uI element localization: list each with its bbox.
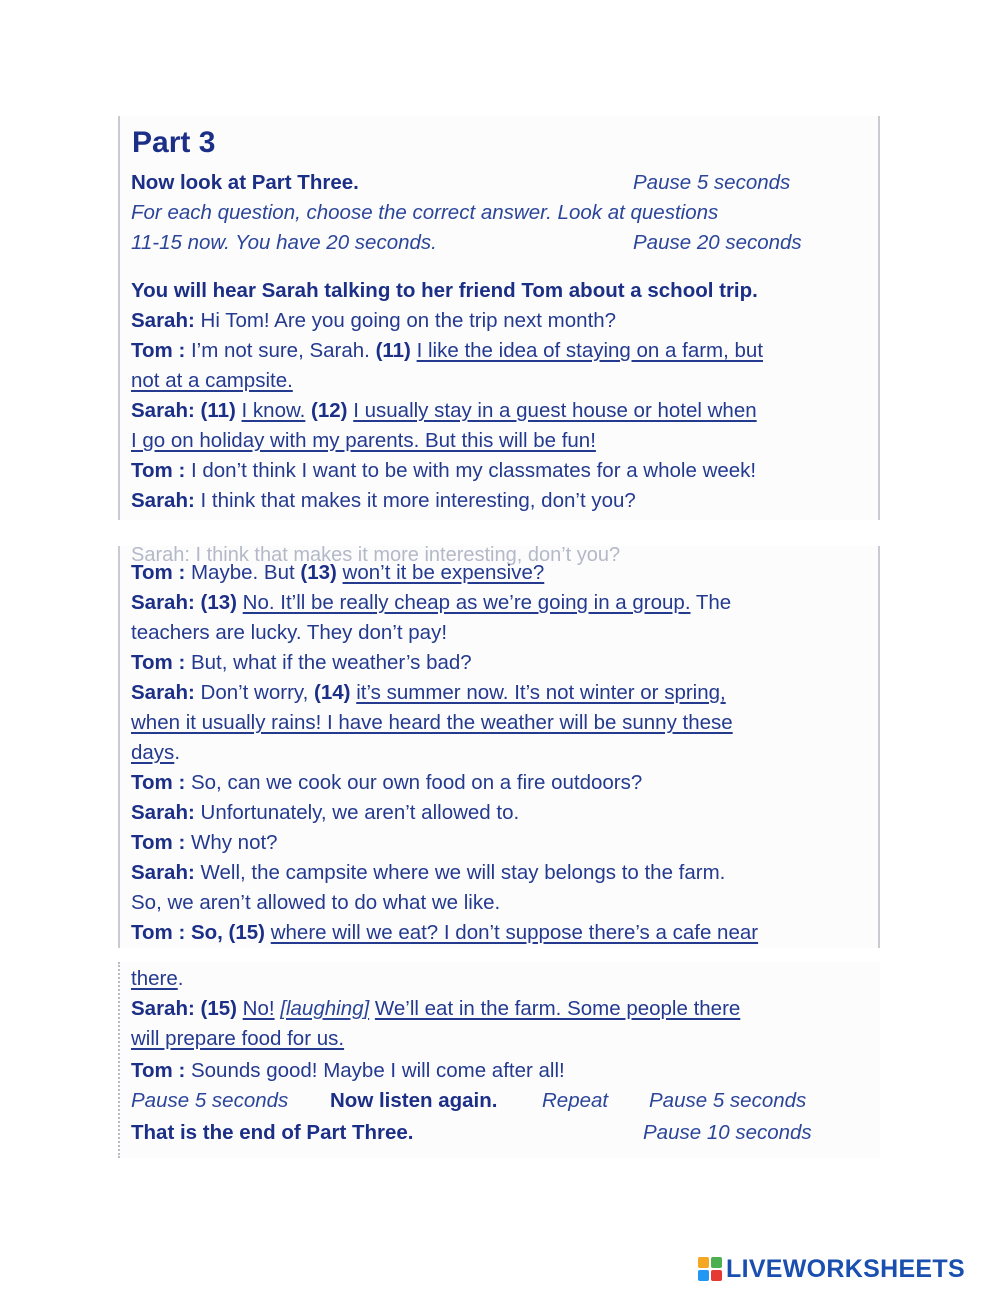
instruction-line (131, 168, 359, 198)
logo-square (698, 1257, 709, 1268)
answer-underline: will prepare food for us. (131, 1027, 345, 1050)
speaker-tom: Tom : (131, 459, 186, 482)
dialogue-line (131, 486, 636, 516)
dialogue-line (131, 396, 757, 426)
dialogue-line (131, 558, 544, 588)
dialogue-line: teachers are lucky. They don’t pay! (131, 621, 448, 644)
dialogue-line (131, 798, 519, 828)
stage-direction: [laughing] (280, 997, 370, 1020)
line-text: Don’t worry, (194, 681, 315, 704)
now-look-text: Now look at Part Three. (131, 171, 359, 194)
logo-square (698, 1270, 709, 1281)
speaker-tom: Tom : (131, 1059, 186, 1082)
dialogue-line (131, 648, 472, 678)
speaker-sarah: Sarah: (11) (131, 399, 236, 422)
instruction-line: For each question, choose the correct answer. Look at questions (131, 201, 719, 224)
pause-label: Pause 5 seconds (649, 1089, 807, 1112)
dialogue-line (131, 336, 763, 366)
speaker-tom: Tom : (131, 561, 186, 584)
dialogue-line (131, 858, 725, 888)
line-text: I don’t think I want to be with my classmates for a whole week! (185, 459, 757, 482)
speaker-sarah: Sarah: (131, 681, 195, 704)
question-number: (12) (311, 399, 348, 422)
listen-again-label: Now listen again. (330, 1089, 498, 1112)
dialogue-line (131, 366, 293, 396)
answer-underline: We’ll eat in the farm. Some people there (374, 997, 741, 1020)
line-text: I’m not sure, Sarah. (185, 339, 376, 362)
line-text: But, what if the weather’s bad? (185, 651, 472, 674)
speaker-tom: Tom : (131, 651, 186, 674)
logo-square (711, 1257, 722, 1268)
dialogue-line (131, 964, 183, 994)
speaker-tom: Tom : (131, 339, 186, 362)
instruction-line: 11-15 now. You have 20 seconds. (131, 231, 437, 254)
logo-square (711, 1270, 722, 1281)
pause-label: Pause 5 seconds (131, 1089, 289, 1112)
speaker-sarah: Sarah: (13) (131, 591, 237, 614)
intro-line: You will hear Sarah talking to her friend Tom about a school trip. (131, 279, 758, 302)
logo-text: LIVEWORKSHEETS (726, 1254, 965, 1283)
line-text: Sounds good! Maybe I will come after all! (185, 1059, 565, 1082)
dialogue-line (131, 588, 731, 618)
answer-underline: it’s summer now. It’s not winter or spring, (356, 681, 726, 704)
dialogue-line (131, 456, 756, 486)
speaker-sarah: Sarah: (131, 489, 195, 512)
line-text: Hi Tom! Are you going on the trip next month? (194, 309, 617, 332)
answer-underline: I know. (241, 399, 306, 422)
answer-underline: I go on holiday with my parents. But this will be fun! (131, 429, 596, 452)
line-text: . (177, 967, 184, 990)
answer-underline: won’t it be expensive? (342, 561, 545, 584)
dialogue-line (131, 1056, 565, 1086)
dialogue-line (131, 306, 616, 336)
dialogue-line (131, 426, 596, 456)
repeat-label: Repeat (542, 1089, 609, 1112)
speaker-sarah: Sarah: (131, 861, 195, 884)
line-text: . (174, 741, 181, 764)
speaker-tom: Tom : (131, 831, 186, 854)
dialogue-line (131, 918, 758, 948)
speaker-sarah: Sarah: (131, 309, 195, 332)
dialogue-line (131, 994, 740, 1024)
answer-underline: not at a campsite. (131, 369, 293, 392)
answer-underline: when it usually rains! I have heard the weather will be sunny these (131, 711, 733, 734)
pause-label: Pause 20 seconds (633, 231, 802, 254)
question-number: (14) (314, 681, 351, 704)
transcript-block-3 (118, 962, 880, 1158)
answer-underline: where will we eat? I don’t suppose there’s a cafe near (270, 921, 759, 944)
line-text: Why not? (185, 831, 278, 854)
dialogue-line (131, 738, 180, 768)
answer-underline: I usually stay in a guest house or hotel when (353, 399, 757, 422)
answer-underline: I like the idea of staying on a farm, but (416, 339, 764, 362)
line-text: Maybe. But (185, 561, 301, 584)
question-number: (13) (300, 561, 337, 584)
speaker-sarah: Sarah: (131, 801, 195, 824)
pause-label: Pause 10 seconds (643, 1121, 812, 1144)
line-text: Well, the campsite where we will stay belongs to the farm. (194, 861, 726, 884)
dialogue-line (131, 678, 726, 708)
dialogue-line (131, 708, 733, 738)
transcript-block-1 (118, 116, 880, 520)
dialogue-line (131, 768, 642, 798)
line-text: Unfortunately, we aren’t allowed to. (194, 801, 520, 824)
speaker-tom: Tom : So, (15) (131, 921, 266, 944)
end-label: That is the end of Part Three. (131, 1121, 414, 1144)
speaker-sarah: Sarah: (15) (131, 997, 237, 1020)
dialogue-line (131, 828, 278, 858)
answer-underline: No. It’ll be really cheap as we’re going in a group. (242, 591, 691, 614)
line-text: So, can we cook our own food on a fire outdoors? (185, 771, 643, 794)
pause-label: Pause 5 seconds (633, 171, 791, 194)
part-title: Part 3 (132, 126, 216, 159)
answer-underline: No! (242, 997, 275, 1020)
cut-off-line: Sarah: I think that makes it more interesting, don’t you? (131, 544, 621, 566)
transcript-block-2 (118, 546, 880, 948)
dialogue-line: So, we aren’t allowed to do what we like. (131, 891, 501, 914)
logo-grid-icon (698, 1257, 722, 1281)
liveworksheets-logo (698, 1252, 965, 1286)
speaker-tom: Tom : (131, 771, 186, 794)
line-text: I think that makes it more interesting, don’t you? (194, 489, 636, 512)
dialogue-line (131, 1024, 344, 1054)
question-number: (11) (375, 339, 411, 362)
line-text: The (690, 591, 732, 614)
answer-underline: there (131, 967, 178, 990)
answer-underline: days (131, 741, 175, 764)
